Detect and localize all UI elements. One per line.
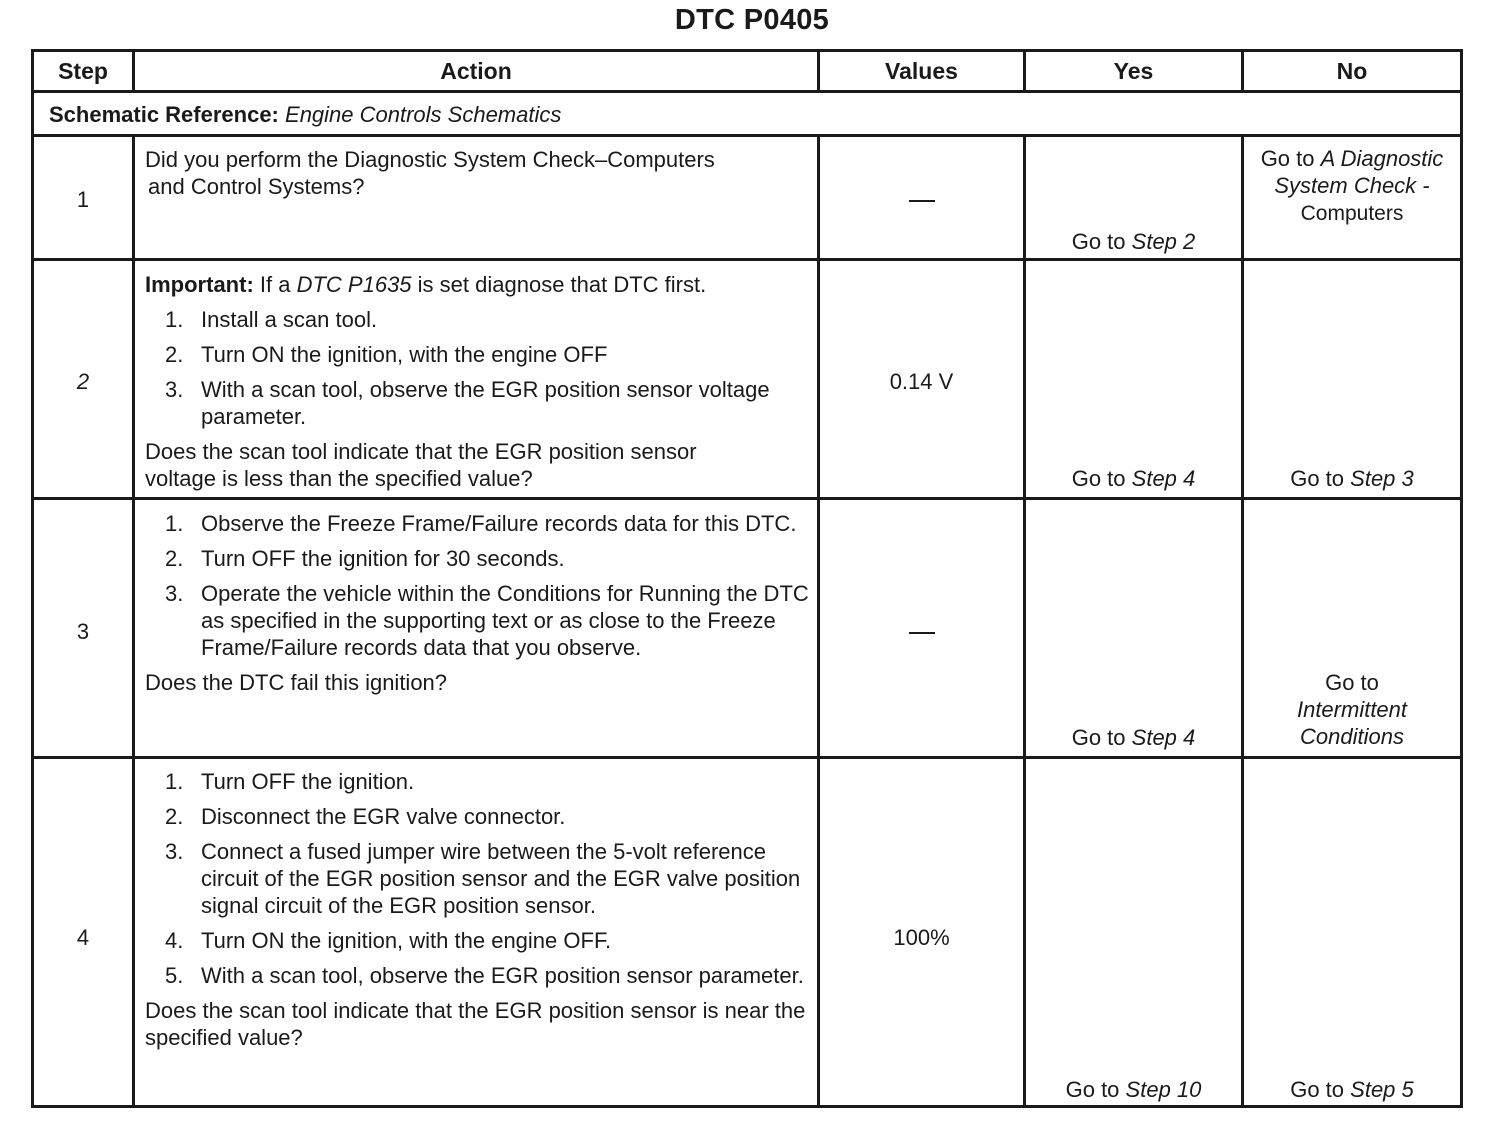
divider <box>34 90 1460 93</box>
divider <box>34 497 1460 500</box>
value-cell: 100% <box>893 925 950 950</box>
schematic-value: Engine Controls Schematics <box>285 102 562 127</box>
action-text <box>145 768 817 1051</box>
value-dash <box>909 632 935 634</box>
value-cell <box>820 618 1023 645</box>
step-number: 3 <box>76 619 90 644</box>
divider <box>34 756 1460 759</box>
header-action: Action <box>440 58 512 84</box>
diagnostic-table <box>31 49 1463 1108</box>
step-list <box>145 768 817 989</box>
header-yes: Yes <box>1113 58 1154 84</box>
question: Does the scan tool indicate that the EGR position sensor is near the specified value? <box>145 998 806 1050</box>
divider <box>34 134 1460 137</box>
value-cell: 0.14 V <box>889 369 954 394</box>
list-item: 4. Turn ON the ignition, with the engine OFF. <box>165 928 612 953</box>
action-text <box>145 271 810 492</box>
list-item: 2. Disconnect the EGR valve connector. <box>165 804 566 829</box>
list-item: 1. Turn OFF the ignition. <box>165 769 415 794</box>
action-text <box>145 146 815 200</box>
action-line: Did you perform the Diagnostic System Check–Computers <box>145 147 715 172</box>
list-item: 2. Turn OFF the ignition for 30 seconds. <box>165 546 565 571</box>
header-step: Step <box>58 58 108 84</box>
yes-cell: Go to Step 10 <box>1065 1077 1202 1102</box>
step-list <box>145 306 810 430</box>
important-note: Important: If a DTC P1635 is set diagnose that DTC first. <box>145 272 707 297</box>
header-values: Values <box>885 58 958 84</box>
list-item: 2. Turn ON the ignition, with the engine OFF <box>165 342 608 367</box>
action-line: and Control Systems? <box>148 174 365 199</box>
divider <box>1241 137 1244 1105</box>
page-title: DTC P0405 <box>674 4 830 36</box>
header-no: No <box>1336 58 1368 84</box>
list-item: 3. Connect a fused jumper wire between the 5-volt reference circuit of the EGR position sensor and the EGR valve position signal circuit of the EGR position sensor. <box>165 839 801 918</box>
question: Does the DTC fail this ignition? <box>145 670 448 695</box>
schematic-reference <box>49 101 561 128</box>
list-item: 1. Observe the Freeze Frame/Failure records data for this DTC. <box>165 511 797 536</box>
value-dash <box>909 200 935 202</box>
step-number: 1 <box>76 187 90 212</box>
question: Does the scan tool indicate that the EGR position sensor voltage is less than the specified value? <box>145 439 697 491</box>
yes-cell: Go to Step 4 <box>1071 725 1196 750</box>
list-item: 5. With a scan tool, observe the EGR position sensor parameter. <box>165 963 804 988</box>
value-cell <box>820 186 1023 213</box>
step-list <box>145 510 817 661</box>
divider <box>132 137 135 1105</box>
step-number: 2 <box>76 369 90 394</box>
divider <box>34 258 1460 261</box>
no-cell: Go to Intermittent Conditions <box>1296 670 1408 749</box>
yes-cell: Go to Step 2 <box>1071 229 1196 254</box>
divider <box>1023 137 1026 1105</box>
action-text <box>145 510 817 696</box>
step-number: 4 <box>76 925 90 950</box>
no-cell: Go to A Diagnostic System Check - Computers <box>1260 146 1444 225</box>
list-item: 1. Install a scan tool. <box>165 307 378 332</box>
list-item: 3. With a scan tool, observe the EGR position sensor voltage parameter. <box>165 377 770 429</box>
no-cell: Go to Step 5 <box>1290 1077 1414 1102</box>
no-cell: Go to Step 3 <box>1290 466 1414 491</box>
schematic-label: Schematic Reference: <box>49 102 279 127</box>
list-item: 3. Operate the vehicle within the Conditions for Running the DTC as specified in the supporting text or as close to the Freeze Frame/Failure records data that you observe. <box>165 581 809 660</box>
yes-cell: Go to Step 4 <box>1071 466 1196 491</box>
